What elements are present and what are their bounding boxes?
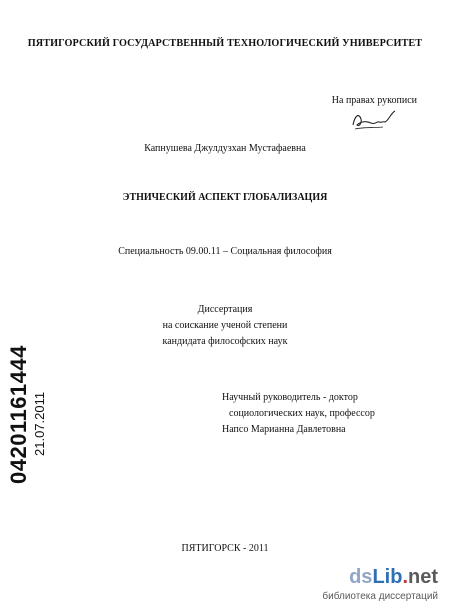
- dissertation-line-2: на соискание ученой степени: [162, 320, 288, 331]
- supervisor-line-3: Напсо Марианна Давлетовна: [222, 424, 346, 435]
- library-stamp: [4, 345, 47, 488]
- university-name: ПЯТИГОРСКИЙ ГОСУДАРСТВЕННЫЙ ТЕХНОЛОГИЧЕСКИЙ УНИВЕРСИТЕТ: [27, 38, 423, 49]
- signature-image: [349, 107, 399, 133]
- supervisor-line-1: Научный руководитель - доктор: [222, 392, 358, 403]
- specialty-line: Специальность 09.00.11 – Социальная философия: [118, 246, 332, 257]
- dissertation-title: ЭТНИЧЕСКИЙ АСПЕКТ ГЛОБАЛИЗАЦИЯ: [122, 192, 328, 203]
- dslib-watermark: [318, 566, 438, 606]
- dissertation-line-3: кандидата философских наук: [162, 336, 288, 347]
- rights-note: На правах рукописи: [331, 95, 417, 106]
- supervisor-block: [222, 390, 375, 438]
- dissertation-line-1: Диссертация: [197, 304, 253, 315]
- watermark-dot: .: [402, 566, 408, 588]
- dissertation-block: [0, 302, 450, 350]
- watermark-lib: Lib: [372, 566, 403, 588]
- watermark-net: net: [408, 566, 438, 588]
- stamp-code: 04201161444: [6, 345, 31, 484]
- supervisor-line-2: социологических наук, профессор: [229, 408, 375, 419]
- stamp-date: 21.07.2011: [32, 391, 47, 456]
- city-year: ПЯТИГОРСК - 2011: [181, 543, 269, 554]
- watermark-subtitle: библиотека диссертаций: [322, 591, 438, 602]
- author-name: Капнушева Джулдузхан Мустафаевна: [144, 143, 306, 154]
- watermark-ds: ds: [349, 566, 373, 588]
- watermark-logo: [349, 566, 438, 589]
